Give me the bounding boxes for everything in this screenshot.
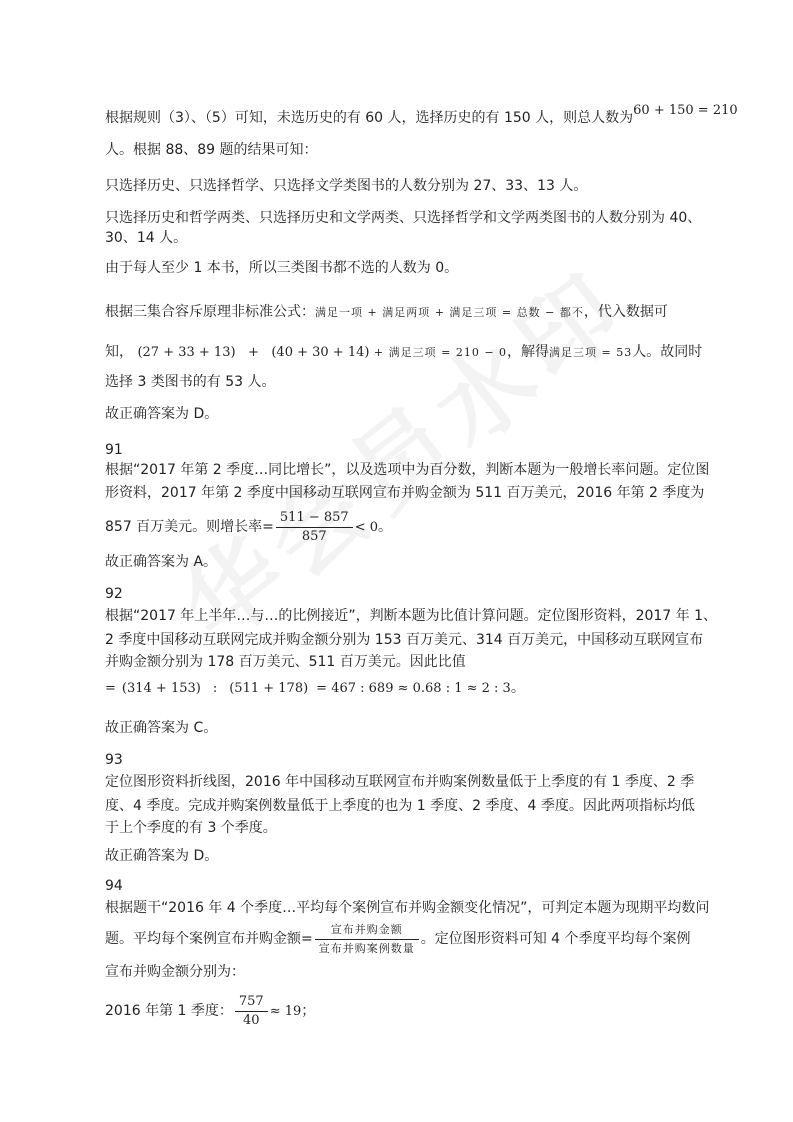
para3-line1: 只选择历史和哲学两类、只选择历史和文学两类、只选择哲学和文学两类图书的人数分别为 40、 [105, 210, 702, 226]
math-equals: = [105, 681, 116, 696]
para1-math: 60 + 150 = 210 [633, 103, 738, 118]
math-ratio: = 467 : 689 ≈ 0.68 : 1 ≈ 2 : 3 [316, 681, 511, 696]
para2: 只选择历史、只选择哲学、只选择文学类图书的人数分别为 27、33、13 人。 [105, 178, 588, 194]
formula-inclusion-exclusion: 满足一项 + 满足两项 + 满足三项 = 总数 − 都不 [315, 306, 584, 319]
math-inequality: < 0 [354, 520, 378, 535]
para4: 由于每人至少 1 本书，所以三类图书都不选的人数为 0。 [105, 260, 459, 276]
para5-line2 [105, 342, 702, 363]
q93-number: 93 [105, 752, 123, 768]
para5-l2-a: 知， [105, 344, 133, 360]
para5-line3: 选择 3 类图书的有 53 人。 [105, 374, 276, 390]
q91-l3-end: 。 [378, 519, 392, 535]
para3-line2: 30、14 人。 [105, 230, 188, 246]
q92-line2: 2 季度中国移动互联网完成并购金额分别为 153 百万美元、314 百万美元，中国移动互联网宣布 [105, 632, 704, 648]
q94-l2-tail: 。定位图形资料可知 4 个季度平均每个案例 [420, 931, 691, 947]
math-approx: ≈ 19 [269, 1004, 302, 1019]
para5-l2-b: ，解得 [507, 344, 550, 360]
fraction-denominator: 宣布并购案例数量 [318, 941, 415, 955]
fraction-denominator: 40 [243, 1012, 260, 1028]
math-result: 满足三项 = 53 [549, 346, 633, 359]
math-term-2: (40 + 30 + 14) [271, 345, 370, 360]
q94-line1: 根据题干“2016 年 4 个季度…平均每个案例宣布并购金额变化情况”，可判定本题为现期平均数问 [105, 900, 710, 916]
q91-line1: 根据“2017 年第 2 季度…同比增长”，以及选项中为百分数，判断本题为一般增长率问题。定位图 [105, 462, 710, 478]
q94-number: 94 [105, 878, 123, 894]
math-colon: : [212, 681, 218, 696]
q94-line4 [105, 992, 315, 1031]
q94-l2-text: 题。平均每个案例宣布并购金额= [105, 931, 313, 947]
q91-line2: 形资料，2017 年第 2 季度中国移动互联网宣布并购金额为 511 百万美元，2016 年第 2 季度为 [105, 485, 705, 501]
q91-line3 [105, 508, 392, 547]
math-sum-2: (511 + 178) [229, 681, 309, 696]
q92-line1: 根据“2017 年上半年…与…的比例接近”，判断本题为比值计算问题。定位图形资料，2017 年 1、 [105, 608, 718, 624]
answer-92: 故正确答案为 C。 [105, 720, 218, 736]
watermark [150, 234, 652, 668]
para1-line1 [105, 103, 738, 129]
fraction-denominator: 857 [301, 528, 327, 544]
answer-93: 故正确答案为 D。 [105, 848, 219, 864]
q92-line4 [105, 678, 525, 699]
math-term-3: + 满足三项 = 210 − 0 [373, 346, 508, 359]
answer-90: 故正确答案为 D。 [105, 406, 219, 422]
math-term-1: (27 + 33 + 13) [137, 345, 236, 360]
fraction-numerator: 511 − 857 [276, 510, 353, 528]
q93-line1: 定位图形资料折线图，2016 年中国移动互联网宣布并购案例数量低于上季度的有 1 季度、2 季 [105, 774, 695, 790]
math-sum-1: (314 + 153) [121, 681, 201, 696]
para1-line2: 人。根据 88、89 题的结果可知： [105, 142, 318, 158]
para1-text: 根据规则（3）、（5）可知，未选历史的有 60 人，选择历史的有 150 人，则总人数为 [105, 110, 634, 126]
para5-l2-c: 人。故同时 [632, 344, 703, 360]
q92-number: 92 [105, 586, 123, 602]
q93-line2: 度、4 季度。完成并购案例数量低于上季度的也为 1 季度、2 季度、4 季度。因此两项指标均低 [105, 798, 695, 814]
q91-l3-text: 857 百万美元。则增长率= [105, 519, 274, 535]
q94-line3: 宣布并购金额分别为： [105, 964, 245, 980]
q94-l4-text: 2016 年第 1 季度： [105, 1003, 233, 1019]
growth-rate-fraction [276, 510, 353, 545]
answer-91: 故正确答案为 A。 [105, 554, 218, 570]
para5-tail: ，代入数据可 [583, 304, 668, 320]
q93-line3: 于上个季度的有 3 个季度。 [105, 820, 277, 836]
fraction-numerator: 宣布并购金额 [315, 922, 419, 940]
average-amount-fraction [315, 922, 419, 957]
q94-l4-end: ； [301, 1003, 316, 1019]
q92-l4-end: 。 [510, 680, 525, 696]
para5-line1 [105, 302, 668, 323]
para5-text: 根据三集合容斥原理非标准公式： [105, 304, 315, 320]
math-plus: + [248, 345, 259, 360]
q91-number: 91 [105, 442, 123, 458]
q94-line2 [105, 920, 691, 958]
fraction-numerator: 757 [235, 994, 268, 1012]
q92-line3: 并购金额分别为 178 百万美元、511 百万美元。因此比值 [105, 654, 466, 670]
q1-average-fraction [235, 994, 268, 1029]
